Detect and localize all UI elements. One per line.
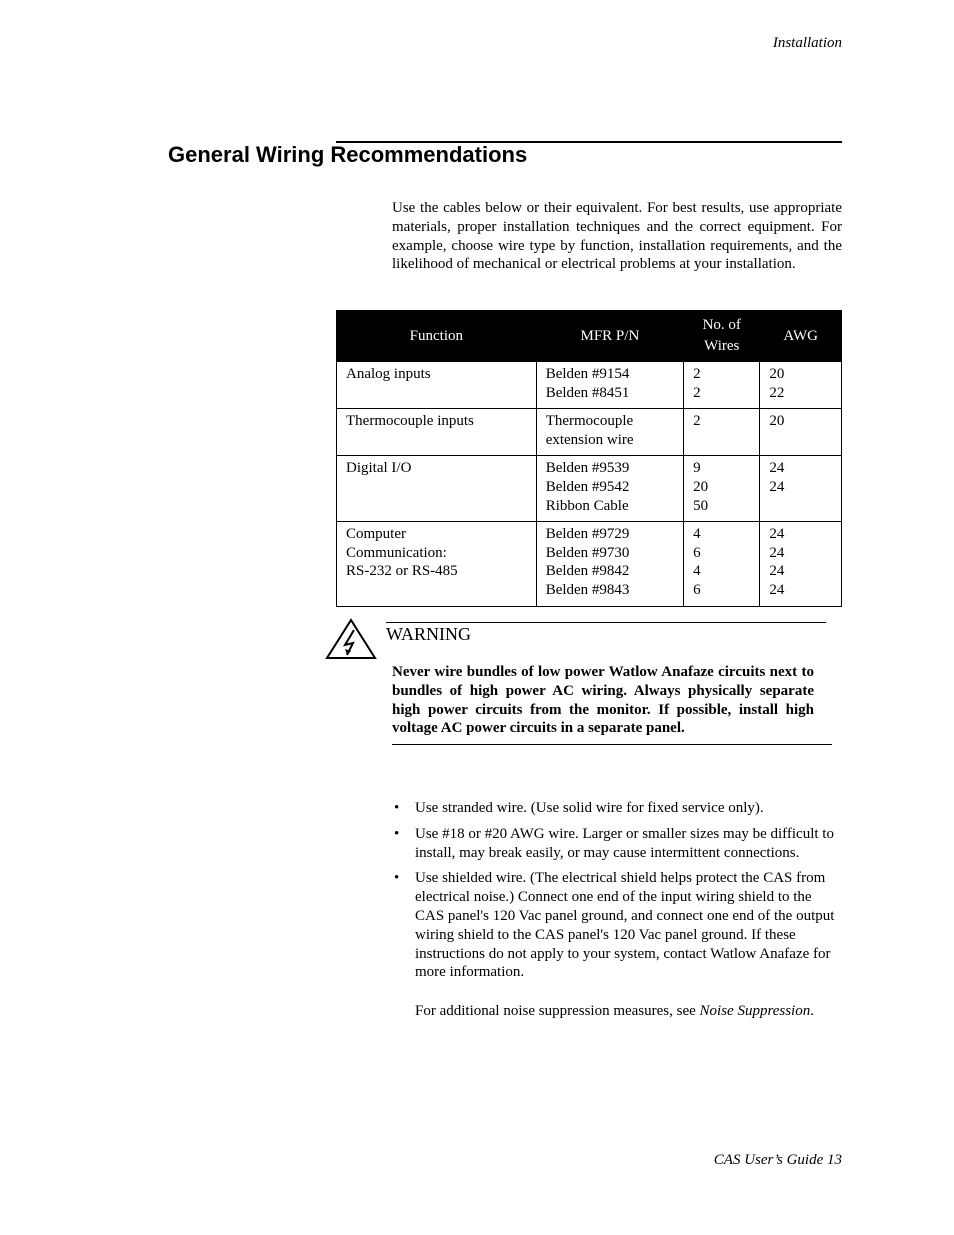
cell-line: Thermocouple inputs (346, 413, 474, 430)
bullet: • (394, 800, 400, 816)
wiring-table (336, 310, 842, 607)
cell-line: Communication: (346, 544, 447, 561)
cell-line: Thermocouple (545, 413, 634, 430)
running-footer: CAS User’s Guide 13 (713, 1152, 842, 1168)
bullet: • (394, 870, 400, 887)
noise-suppression-note (415, 1002, 845, 1021)
cell-line: 4 (693, 526, 701, 543)
cell-line: 24 (769, 563, 785, 580)
cell-line: Belden #9539 (545, 460, 630, 477)
cell-line: 20 (769, 366, 785, 382)
cell-line: Belden #9542 (545, 478, 630, 495)
cell-line: extension wire (545, 431, 634, 448)
cell-line: 24 (769, 544, 785, 561)
header-wires-line2: Wires (704, 338, 740, 354)
cell-mfr (536, 456, 683, 522)
bullet: • (394, 825, 400, 842)
header-function: Function (337, 311, 537, 362)
cell-line: 24 (769, 526, 785, 543)
cell-function (337, 362, 537, 409)
cell-function (337, 409, 537, 456)
note-prefix: For additional noise suppression measures, see (415, 1003, 700, 1019)
cell-line: 4 (693, 563, 701, 580)
list-item (392, 799, 842, 818)
table-header-row (337, 311, 842, 362)
cell-awg (760, 456, 842, 522)
cell-awg (760, 362, 842, 409)
cell-mfr (536, 409, 683, 456)
cell-line: Belden #9729 (545, 526, 630, 543)
warning-rule-top (386, 622, 826, 623)
table-body (337, 362, 842, 607)
running-header: Installation (772, 35, 842, 51)
list-item (392, 869, 842, 982)
header-wires-line1: No. of (702, 317, 741, 333)
cell-awg (760, 409, 842, 456)
cell-line: Belden #8451 (545, 384, 630, 401)
cell-wires (684, 522, 760, 606)
cell-wires (684, 362, 760, 409)
warning-rule-bottom (392, 744, 832, 745)
cell-line: 6 (693, 581, 701, 598)
noise-suppression-reference: Noise Suppression (699, 1003, 811, 1019)
cell-line: 22 (769, 384, 785, 401)
list-item-text: Use shielded wire. (The electrical shield helps protect the CAS from electrical noise.) Connect one end of the input wiring shield to the CAS panel's 120 Vac panel ground, and connect one end of the output wiring shield to the CAS panel's 120 Vac panel ground. If these instructions do not apply to your system, contact Watlow Anafaze for more information. (415, 870, 835, 981)
cell-line: Belden #9843 (545, 581, 630, 598)
table-row (337, 409, 842, 456)
cell-line: 6 (693, 544, 701, 561)
cell-line: 2 (693, 384, 701, 401)
cell-line: 24 (769, 581, 785, 598)
list-item-text: Use #18 or #20 AWG wire. Larger or smaller sizes may be difficult to install, may break easily, or may cause intermittent connections. (415, 825, 834, 861)
cell-line: 50 (693, 497, 709, 514)
cell-function (337, 522, 537, 606)
cell-wires (684, 456, 760, 522)
cell-line: 20 (693, 478, 709, 495)
wiring-tips-list (392, 799, 842, 989)
cell-line: 24 (769, 460, 785, 477)
high-voltage-warning-icon (325, 618, 377, 660)
section-title: General Wiring Recommendations (168, 142, 528, 167)
cell-wires (684, 409, 760, 456)
cell-line: 2 (693, 413, 701, 430)
cell-line: Digital I/O (346, 460, 412, 477)
table-row (337, 362, 842, 409)
cell-line: 24 (769, 478, 785, 495)
cell-mfr (536, 522, 683, 606)
note-suffix: . (810, 1003, 814, 1019)
cell-line: Analog inputs (346, 366, 431, 382)
warning-label: WARNING (386, 624, 471, 644)
cell-function (337, 456, 537, 522)
cell-line: 2 (693, 366, 701, 382)
cell-line: Computer (346, 526, 406, 543)
cell-line: 9 (693, 460, 701, 477)
table-row (337, 456, 842, 522)
warning-text: Never wire bundles of low power Watlow Anafaze circuits next to bundles of high power AC wiring. Always physically separate high power circuits from the monitor. If possible, install high voltage AC power circuits in a separate panel. (392, 664, 814, 737)
cell-line: RS-232 or RS-485 (346, 563, 458, 580)
cell-line: Belden #9730 (545, 544, 630, 561)
list-item (392, 825, 842, 863)
cell-line: 20 (769, 413, 785, 430)
cell-mfr (536, 362, 683, 409)
cell-line: Ribbon Cable (545, 497, 629, 514)
cell-line: Belden #9842 (545, 563, 630, 580)
cell-awg (760, 522, 842, 606)
intro-paragraph: Use the cables below or their equivalent. For best results, use appropriate materials, proper installation techniques and the correct equipment. For example, choose wire type by function, installation requirements, and the likelihood of mechanical or electrical problems at your installation. (392, 200, 842, 273)
list-item-text: Use stranded wire. (Use solid wire for fixed service only). (415, 800, 764, 816)
header-mfr: MFR P/N (536, 311, 683, 362)
cell-line: Belden #9154 (545, 366, 630, 382)
header-awg: AWG (760, 311, 842, 362)
header-wires (684, 311, 760, 362)
table-row (337, 522, 842, 606)
